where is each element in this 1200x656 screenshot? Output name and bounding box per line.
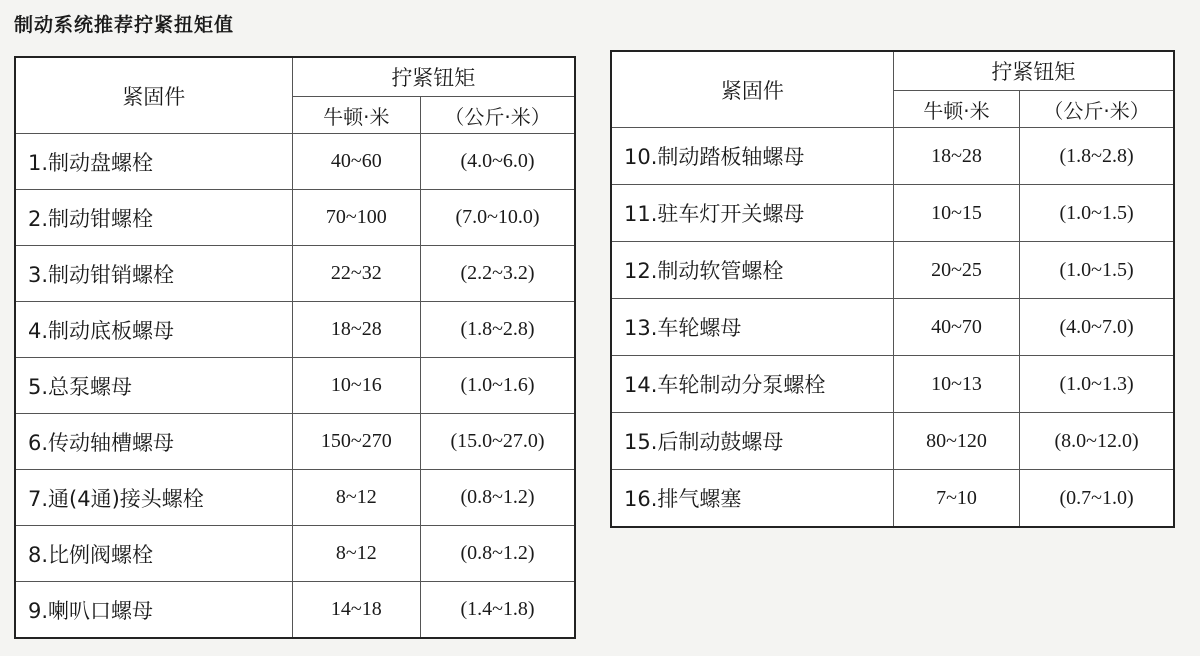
fastener-cell: 9.喇叭口螺母 <box>15 582 292 639</box>
table-row <box>15 414 575 470</box>
table-row <box>611 242 1174 299</box>
torque-nm-cell: 8~12 <box>292 470 420 526</box>
header-unit-kgm: （公斤·米） <box>1020 91 1174 128</box>
fastener-cell: 4.制动底板螺母 <box>15 302 292 358</box>
torque-kgm-cell: (1.0~1.5) <box>1020 185 1174 242</box>
torque-kgm-cell: (1.8~2.8) <box>1020 128 1174 185</box>
torque-nm-cell: 8~12 <box>292 526 420 582</box>
torque-nm-cell: 22~32 <box>292 246 420 302</box>
torque-kgm-cell: (7.0~10.0) <box>421 190 575 246</box>
torque-kgm-cell: (4.0~6.0) <box>421 134 575 190</box>
fastener-cell: 10.制动踏板轴螺母 <box>611 128 893 185</box>
header-fastener: 紧固件 <box>15 57 292 134</box>
torque-table-right <box>610 50 1175 528</box>
torque-nm-cell: 10~16 <box>292 358 420 414</box>
torque-nm-cell: 150~270 <box>292 414 420 470</box>
table-row <box>15 190 575 246</box>
table-row <box>15 582 575 639</box>
fastener-cell: 13.车轮螺母 <box>611 299 893 356</box>
torque-kgm-cell: (1.0~1.3) <box>1020 356 1174 413</box>
torque-nm-cell: 20~25 <box>893 242 1019 299</box>
table-row <box>15 302 575 358</box>
torque-nm-cell: 18~28 <box>292 302 420 358</box>
header-unit-nm: 牛顿·米 <box>292 97 420 134</box>
table-row <box>611 356 1174 413</box>
table-row <box>611 128 1174 185</box>
torque-kgm-cell: (15.0~27.0) <box>421 414 575 470</box>
fastener-cell: 2.制动钳螺栓 <box>15 190 292 246</box>
page-title: 制动系统推荐拧紧扭矩值 <box>14 14 235 36</box>
torque-kgm-cell: (1.4~1.8) <box>421 582 575 639</box>
torque-nm-cell: 7~10 <box>893 470 1019 528</box>
torque-nm-cell: 18~28 <box>893 128 1019 185</box>
torque-nm-cell: 10~13 <box>893 356 1019 413</box>
table-row <box>15 134 575 190</box>
torque-kgm-cell: (2.2~3.2) <box>421 246 575 302</box>
table-row <box>611 185 1174 242</box>
torque-kgm-cell: (1.0~1.6) <box>421 358 575 414</box>
fastener-cell: 12.制动软管螺栓 <box>611 242 893 299</box>
torque-nm-cell: 14~18 <box>292 582 420 639</box>
torque-nm-cell: 10~15 <box>893 185 1019 242</box>
fastener-cell: 16.排气螺塞 <box>611 470 893 528</box>
torque-kgm-cell: (8.0~12.0) <box>1020 413 1174 470</box>
torque-kgm-cell: (0.8~1.2) <box>421 526 575 582</box>
torque-kgm-cell: (0.8~1.2) <box>421 470 575 526</box>
table-row <box>15 470 575 526</box>
torque-nm-cell: 40~60 <box>292 134 420 190</box>
torque-table-left <box>14 56 576 639</box>
torque-kgm-cell: (0.7~1.0) <box>1020 470 1174 528</box>
fastener-cell: 5.总泵螺母 <box>15 358 292 414</box>
fastener-cell: 14.车轮制动分泵螺栓 <box>611 356 893 413</box>
fastener-cell: 11.驻车灯开关螺母 <box>611 185 893 242</box>
fastener-cell: 1.制动盘螺栓 <box>15 134 292 190</box>
table-row <box>611 413 1174 470</box>
table-row <box>611 299 1174 356</box>
table-row <box>15 358 575 414</box>
fastener-cell: 7.通(4通)接头螺栓 <box>15 470 292 526</box>
torque-kgm-cell: (4.0~7.0) <box>1020 299 1174 356</box>
table-row <box>611 470 1174 528</box>
fastener-cell: 15.后制动鼓螺母 <box>611 413 893 470</box>
torque-kgm-cell: (1.0~1.5) <box>1020 242 1174 299</box>
header-unit-kgm: （公斤·米） <box>421 97 575 134</box>
fastener-cell: 3.制动钳销螺栓 <box>15 246 292 302</box>
fastener-cell: 8.比例阀螺栓 <box>15 526 292 582</box>
header-torque: 拧紧钮矩 <box>292 57 575 97</box>
fastener-cell: 6.传动轴槽螺母 <box>15 414 292 470</box>
header-fastener: 紧固件 <box>611 51 893 128</box>
torque-nm-cell: 80~120 <box>893 413 1019 470</box>
torque-nm-cell: 70~100 <box>292 190 420 246</box>
header-unit-nm: 牛顿·米 <box>893 91 1019 128</box>
table-row <box>15 526 575 582</box>
torque-kgm-cell: (1.8~2.8) <box>421 302 575 358</box>
header-torque: 拧紧钮矩 <box>893 51 1174 91</box>
torque-nm-cell: 40~70 <box>893 299 1019 356</box>
table-row <box>15 246 575 302</box>
